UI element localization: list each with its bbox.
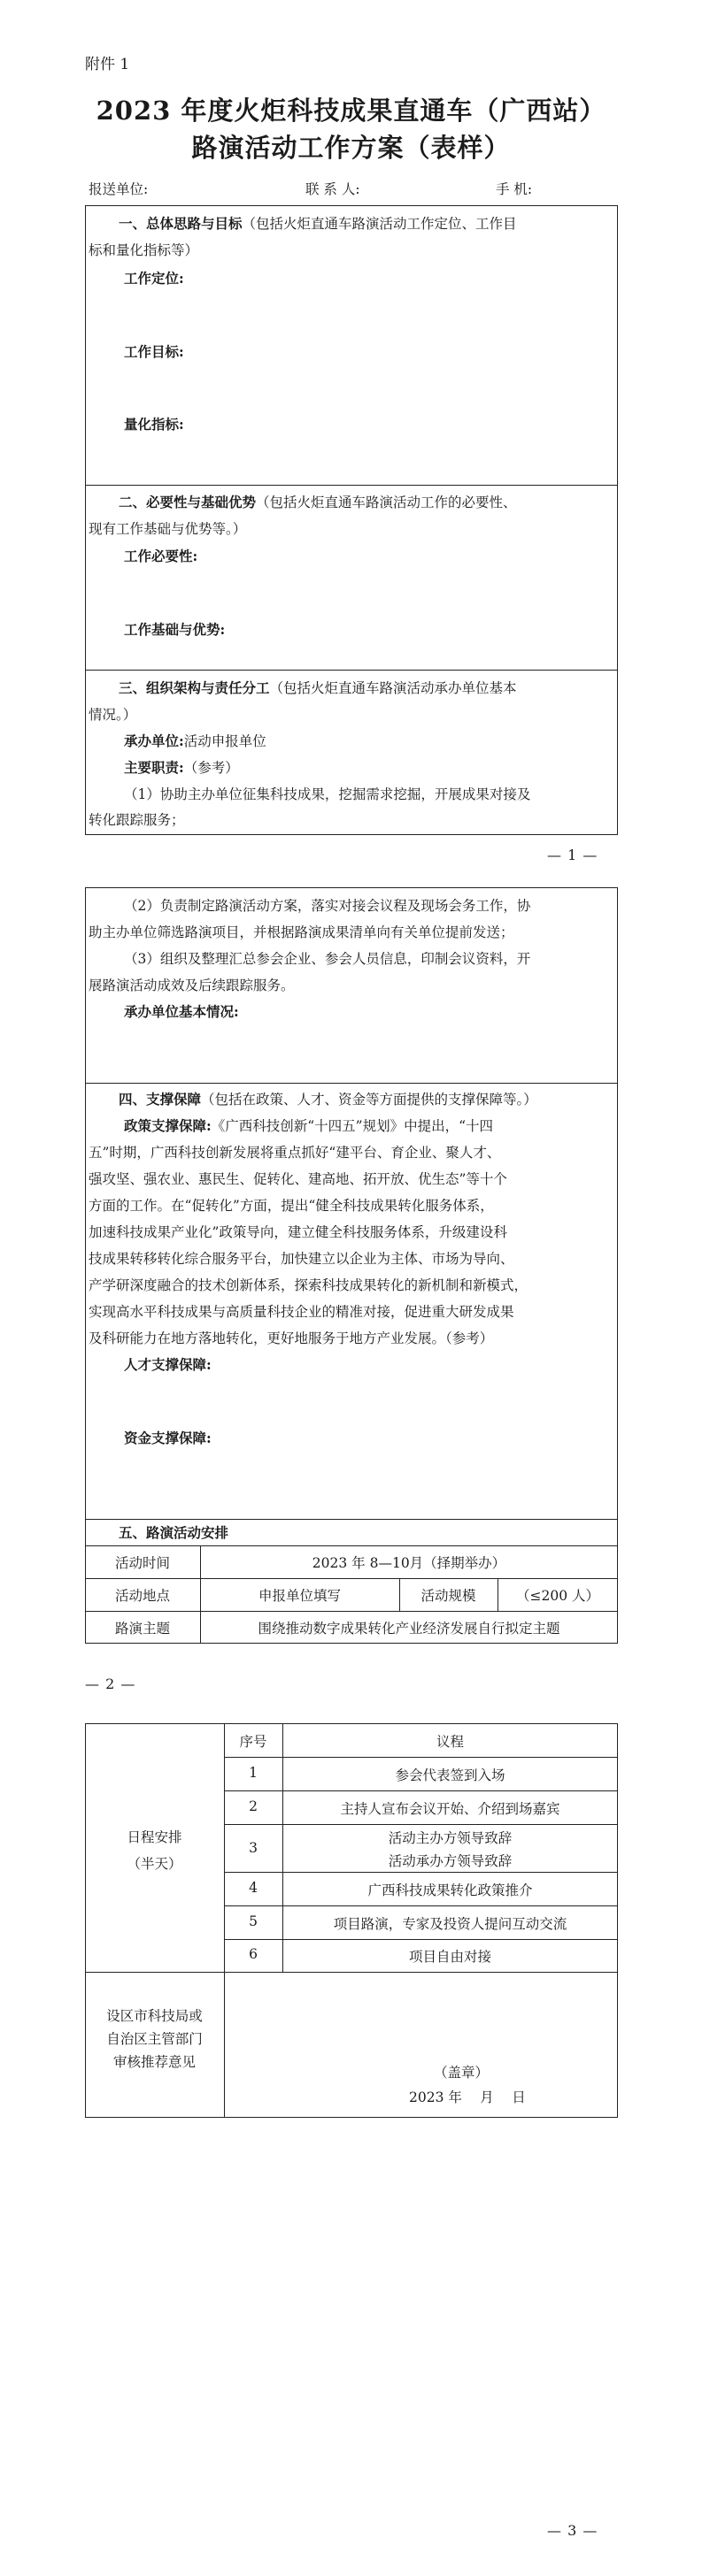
schedule-review-divider xyxy=(85,1972,618,1973)
policy-text-4: 加速科技成果产业化”政策导向，建立健全科技服务体系，升级建设科 xyxy=(89,1224,507,1240)
duties-ref: （参考） xyxy=(183,760,239,776)
header-unit-label: 报送单位: xyxy=(89,181,149,197)
schedule-row-4-no: 4 xyxy=(249,1880,258,1896)
section-2-heading xyxy=(119,489,614,516)
policy-text-8: 及科研能力在地方落地转化，更好地服务于地方产业发展。（参考） xyxy=(89,1330,494,1346)
section-2-note-cont: 现有工作基础与优势等。） xyxy=(89,521,247,537)
duty-2-line-1: （2）负责制定路演活动方案，落实对接会议程及现场会务工作，协 xyxy=(124,898,531,914)
duties-label: 主要职责: xyxy=(124,759,184,776)
schedule-row-5-agenda: 项目路演，专家及投资人提问互动交流 xyxy=(333,1916,567,1932)
page-number-1: — 1 — xyxy=(547,847,598,863)
schedule-row-5-no: 5 xyxy=(249,1913,258,1929)
field-talent-support: 人才支撑保障: xyxy=(124,1356,212,1373)
duty-1-line-2: 转化跟踪服务； xyxy=(89,812,185,828)
policy-support-label: 政策支撑保障: xyxy=(124,1117,212,1134)
section-3-heading xyxy=(119,675,614,702)
schedule-row-4-agenda: 广西科技成果转化政策推介 xyxy=(367,1882,533,1898)
schedule-row-2-no: 2 xyxy=(249,1798,258,1814)
schedule-label-line-1: 日程安排 xyxy=(127,1829,182,1845)
policy-text-6: 产学研深度融合的技术创新体系，探索科技成果转化的新机制和新模式， xyxy=(89,1277,528,1293)
field-fund-support: 资金支撑保障: xyxy=(124,1430,212,1446)
section-3-note: （包括火炬直通车路演活动承办单位基本 xyxy=(269,680,517,696)
organizer-value: 活动申报单位 xyxy=(183,733,266,749)
section-4-note: （包括在政策、人才、资金等方面提供的支撑保障等。） xyxy=(201,1092,537,1108)
schedule-row-4 xyxy=(224,1905,618,1906)
section-4-heading xyxy=(119,1086,614,1113)
review-seal: （盖章） xyxy=(434,2065,490,2081)
duty-2-line-2: 助主办单位筛选路演项目，并根据路演成果清单向有关单位提前发送； xyxy=(89,924,514,940)
review-label-line-3: 审核推荐意见 xyxy=(112,2054,196,2070)
table-row-divider-2 xyxy=(85,1611,618,1612)
duty-3-line-1: （3）组织及整理汇总参会企业、参会人员信息，印制会议资料，开 xyxy=(124,951,531,967)
page-number-2: — 2 — xyxy=(85,1675,136,1692)
page-number-3: — 3 — xyxy=(547,2522,598,2539)
section-2-title: 二、必要性与基础优势 xyxy=(119,494,257,510)
schedule-row-3-agenda-b: 活动承办方领导致辞 xyxy=(388,1853,513,1869)
duty-3-line-2: 展路演活动成效及后续跟踪服务。 xyxy=(89,978,295,993)
review-label-line-1: 设区市科技局或 xyxy=(106,2008,203,2024)
schedule-row-1-no: 1 xyxy=(249,1765,258,1781)
section-1-title: 一、总体思路与目标 xyxy=(119,215,243,232)
schedule-row-1 xyxy=(224,1790,618,1791)
schedule-row-3-no: 3 xyxy=(249,1840,258,1856)
activity-scale-value: （≤200 人） xyxy=(516,1588,599,1604)
divider-s3-s4 xyxy=(85,1083,618,1084)
schedule-row-h xyxy=(224,1757,618,1758)
divider-s1-s2 xyxy=(85,485,618,486)
activity-place-value: 申报单位填写 xyxy=(258,1588,341,1604)
section-1-heading xyxy=(119,211,614,237)
table-row-divider-1 xyxy=(85,1578,618,1579)
schedule-row-3-agenda-a: 活动主办方领导致辞 xyxy=(388,1830,513,1846)
review-date: 2023 年 月 日 xyxy=(409,2089,526,2105)
section-2-note: （包括火炬直通车路演活动工作的必要性、 xyxy=(256,494,517,510)
field-organizer-basic-info: 承办单位基本情况: xyxy=(124,1003,239,1020)
field-work-goal: 工作目标: xyxy=(124,343,184,360)
field-necessity: 工作必要性: xyxy=(124,548,198,564)
policy-text-5: 技成果转移转化综合服务平台，加快建立以企业为主体、市场为导向、 xyxy=(89,1251,514,1267)
divider-s2-s3 xyxy=(85,670,618,671)
policy-text-0: 《广西科技创新“十四五”规划》中提出，“十四 xyxy=(211,1118,494,1134)
schedule-row-1-agenda: 参会代表签到入场 xyxy=(395,1767,505,1783)
schedule-row-2 xyxy=(224,1824,618,1825)
section-5-heading: 五、路演活动安排 xyxy=(119,1524,229,1541)
activity-place-label: 活动地点 xyxy=(114,1588,170,1604)
organizer-label: 承办单位: xyxy=(124,732,184,749)
document-title-line-2: 路演活动工作方案（表样） xyxy=(191,133,511,163)
schedule-col-no-header: 序号 xyxy=(239,1734,267,1750)
roadshow-theme-value: 围绕推动数字成果转化产业经济发展自行拟定主题 xyxy=(258,1621,560,1637)
activity-time-label: 活动时间 xyxy=(114,1555,170,1571)
attachment-label: 附件 1 xyxy=(85,56,130,73)
duties-row xyxy=(124,755,239,781)
organizer-row xyxy=(124,728,266,755)
schedule-row-2-agenda: 主持人宣布会议开始、介绍到场嘉宾 xyxy=(340,1801,560,1817)
schedule-col-no xyxy=(282,1723,283,1972)
section-4-title: 四、支撑保障 xyxy=(119,1091,202,1108)
review-label-line-2: 自治区主管部门 xyxy=(106,2031,203,2047)
section-3-title: 三、组织架构与责任分工 xyxy=(119,679,270,696)
header-contact-label: 联 系 人: xyxy=(305,181,360,197)
roadshow-theme-label: 路演主题 xyxy=(114,1621,170,1637)
schedule-row-3 xyxy=(224,1872,618,1873)
header-phone-label: 手 机: xyxy=(496,181,533,197)
schedule-row-6-agenda: 项目自由对接 xyxy=(408,1949,491,1965)
duty-1-line-1: （1）协助主办单位征集科技成果，挖掘需求挖掘，开展成果对接及 xyxy=(124,786,531,802)
policy-text-2: 强攻坚、强农业、惠民生、促转化、建高地、拓开放、优生态”等十个 xyxy=(89,1171,507,1187)
schedule-row-6-no: 6 xyxy=(249,1946,258,1962)
section-1-note-cont: 标和量化指标等） xyxy=(89,242,199,258)
activity-time-value: 2023 年 8—10月（择期举办） xyxy=(312,1555,506,1571)
policy-text-1: 五”时期，广西科技创新发展将重点抓好“建平台、育企业、聚人才、 xyxy=(89,1145,501,1161)
schedule-col-agenda-header: 议程 xyxy=(436,1734,464,1750)
schedule-row-5 xyxy=(224,1939,618,1940)
section-3-note-cont: 情况。） xyxy=(89,707,137,723)
field-foundation-advantage: 工作基础与优势: xyxy=(124,621,226,638)
policy-text-3: 方面的工作。在“促转化”方面，提出“健全科技成果转化服务体系， xyxy=(89,1198,494,1214)
schedule-label-line-2: （半天） xyxy=(127,1856,182,1872)
policy-support-line-0 xyxy=(124,1113,615,1139)
field-quantified-indicators: 量化指标: xyxy=(124,416,184,433)
activity-scale-label: 活动规模 xyxy=(420,1588,476,1604)
document-title-line-1: 2023 年度火炬科技成果直通车（广西站） xyxy=(96,96,606,126)
field-work-positioning: 工作定位: xyxy=(124,270,184,287)
section-1-note: （包括火炬直通车路演活动工作定位、工作目 xyxy=(242,216,517,232)
policy-text-7: 实现高水平科技成果与高质量科技企业的精准对接，促进重大研发成果 xyxy=(89,1304,514,1320)
